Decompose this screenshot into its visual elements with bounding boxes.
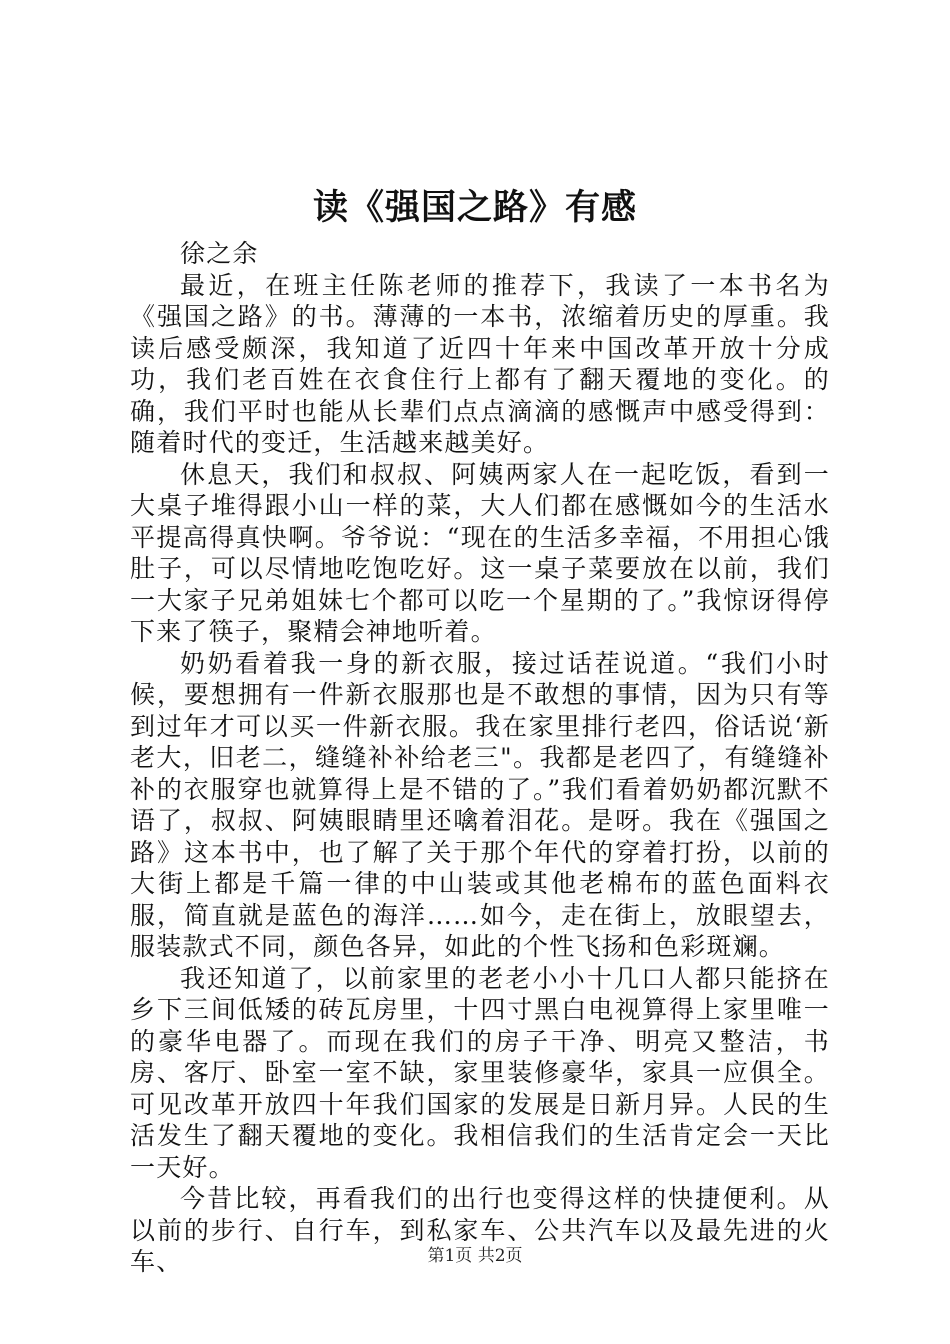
author-name: 徐之余 bbox=[180, 239, 259, 268]
paragraph: 今昔比较，再看我们的出行也变得这样的快捷便利。从以前的步行、自行车，到私家车、公共汽车以及最先进的火车、 bbox=[130, 1184, 830, 1276]
paragraph: 奶奶看着我一身的新衣服，接过话茬说道。“我们小时候，要想拥有一件新衣服那也是不敢想的事情，因为只有等到过年才可以买一件新衣服。我在家里排行老四，俗话说‘新老大，旧老二，缝缝补补给老三"。我都是老四了，有缝缝补补的衣服穿也就算得上是不错的了。”我们看着奶奶都沉默不语了，叔叔、阿姨眼睛里还噙着泪花。是呀。我在《强国之路》这本书中，也了解了关于那个年代的穿着打扮，以前的大街上都是千篇一律的中山装或其他老棉布的蓝色面料衣服，简直就是蓝色的海洋……如今，走在街上，放眼望去，服装款式不同，颜色各异，如此的个性飞扬和色彩斑斓。 bbox=[130, 648, 830, 961]
document-title: 读《强国之路》有感 bbox=[312, 187, 637, 228]
page-number: 第1页 共2页 bbox=[427, 1246, 523, 1266]
paragraph: 休息天，我们和叔叔、阿姨两家人在一起吃饭，看到一大桌子堆得跟小山一样的菜，大人们都在感慨如今的生活水平提高得真快啊。爷爷说：“现在的生活多幸福，不用担心饿肚子，可以尽情地吃饱吃好。这一桌子菜要放在以前，我们一大家子兄弟姐妹七个都可以吃一个星期的了。”我惊讶得停下来了筷子，聚精会神地听着。 bbox=[130, 459, 830, 646]
paragraph: 最近，在班主任陈老师的推荐下，我读了一本书名为《强国之路》的书。薄薄的一本书，浓缩着历史的厚重。我读后感受颇深，我知道了近四十年来中国改革开放十分成功，我们老百姓在衣食住行上都有了翻天覆地的变化。的确，我们平时也能从长辈们点点滴滴的感慨声中感受得到：随着时代的变迁，生活越来越美好。 bbox=[130, 270, 830, 457]
paragraph: 我还知道了，以前家里的老老小小十几口人都只能挤在乡下三间低矮的砖瓦房里，十四寸黑白电视算得上家里唯一的豪华电器了。而现在我们的房子干净、明亮又整洁，书房、客厅、卧室一室不缺，家里装修豪华，家具一应俱全。可见改革开放四十年我们国家的发展是日新月异。人民的生活发生了翻天覆地的变化。我相信我们的生活肯定会一天比一天好。 bbox=[130, 963, 830, 1182]
document-body bbox=[130, 238, 830, 1278]
page-footer bbox=[0, 1244, 950, 1268]
